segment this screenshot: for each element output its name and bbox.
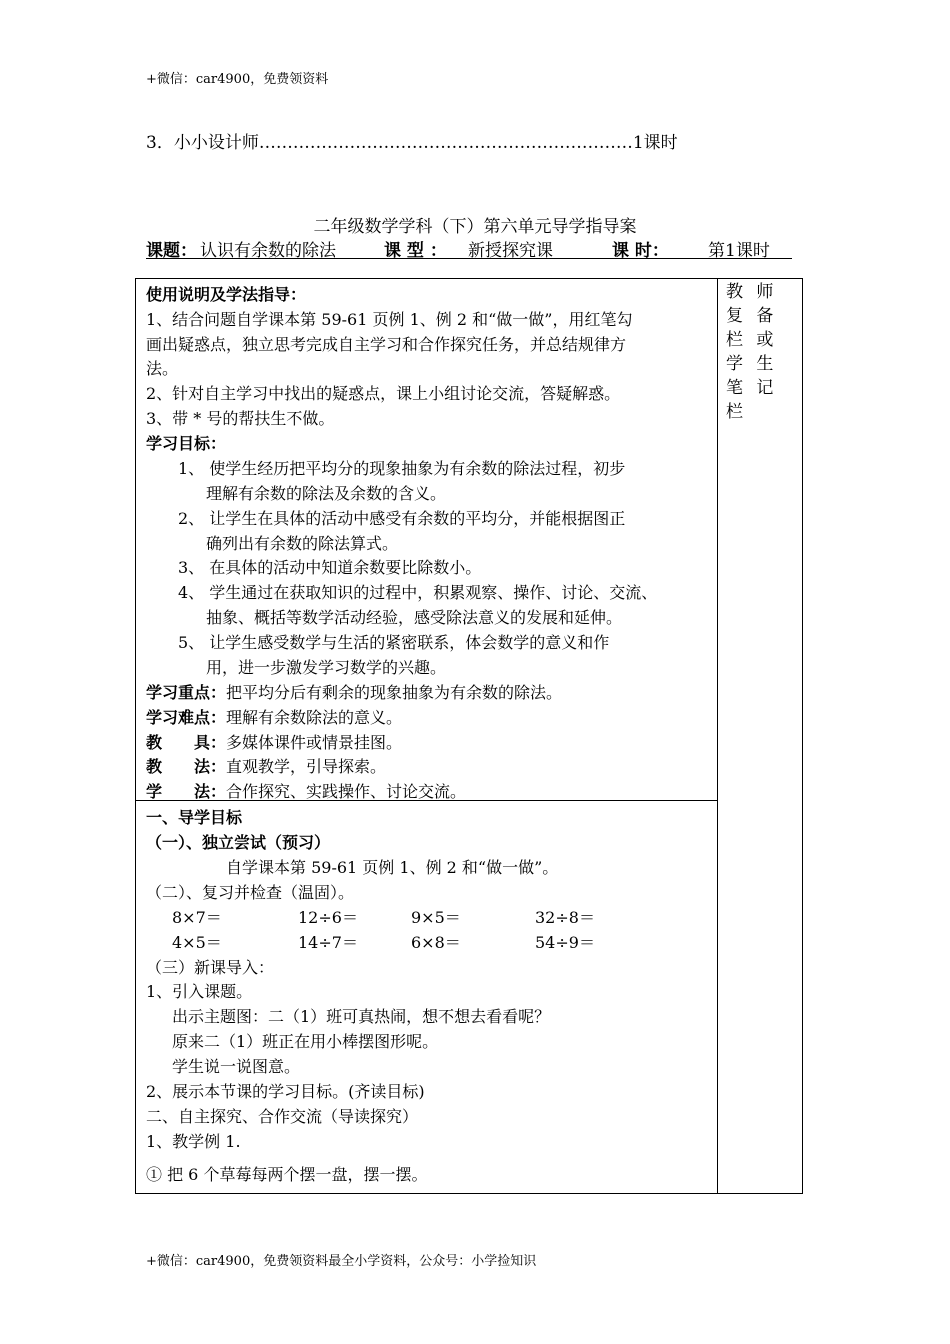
goal-line: 确列出有余数的除法算式。 <box>206 534 399 553</box>
body-line: ① 把 6 个草莓每两个摆一盘，摆一摆。 <box>146 1165 428 1184</box>
usage-line: 2、针对自主学习中找出的疑惑点，课上小组讨论交流，答疑解惑。 <box>146 384 621 403</box>
key-point-label: 教 法： <box>146 757 227 776</box>
period-label: 课 时： <box>612 241 669 261</box>
key-point-text: 直观教学，引导探索。 <box>226 757 387 776</box>
body-line: 学生说一说图意。 <box>172 1057 301 1076</box>
key-point-text: 多媒体课件或情景挂图。 <box>226 733 403 752</box>
key-point-text: 把平均分后有剩余的现象抽象为有余数的除法。 <box>226 683 563 702</box>
sub-heading: （三）新课导入： <box>146 958 275 977</box>
body-line: 二、自主探究、合作交流（导读探究） <box>146 1107 419 1126</box>
key-point-text: 合作探究、实践操作、讨论交流。 <box>226 782 467 801</box>
goal-line: 2、 让学生在具体的活动中感受有余数的平均分，并能根据图正 <box>178 509 626 528</box>
sub-heading: （二）、复习并检查（温固）。 <box>146 883 355 902</box>
section-heading: 一、导学目标 <box>146 808 243 827</box>
key-point-label: 教 具： <box>146 733 227 752</box>
calc-item: 8×7＝ <box>172 908 222 927</box>
usage-line: 画出疑惑点，独立思考完成自主学习和合作探究任务，并总结规律方 <box>146 335 627 354</box>
goal-line: 1、 使学生经历把平均分的现象抽象为有余数的除法过程，初步 <box>178 459 626 478</box>
type-label: 课 型 ： <box>384 241 447 261</box>
key-point <box>146 754 386 777</box>
calc-item: 12÷6＝ <box>298 908 358 927</box>
goals-heading: 学习目标： <box>146 434 227 453</box>
subject-line <box>146 236 792 259</box>
type-value: 新授探究课 <box>468 241 553 261</box>
body-line: 2、展示本节课的学习目标。(齐读目标) <box>146 1082 425 1101</box>
toc-line: 3．小小设计师…………………………………………………………1课时 <box>146 133 678 153</box>
goal-line: 3、 在具体的活动中知道余数要比除数小。 <box>178 558 482 577</box>
usage-heading: 使用说明及学法指导： <box>146 285 307 304</box>
topic-value: 认识有余数的除法 <box>200 241 336 261</box>
sub-heading: （一）、独立尝试（预习） <box>146 833 331 852</box>
usage-line: 3、带 * 号的帮扶生不做。 <box>146 409 335 428</box>
usage-line: 法。 <box>146 359 179 378</box>
calc-item: 6×8＝ <box>411 933 461 952</box>
calc-item: 32÷8＝ <box>535 908 595 927</box>
goal-line: 4、 学生通过在获取知识的过程中，积累观察、操作、讨论、交流、 <box>178 583 658 602</box>
key-point <box>146 705 402 728</box>
topic-label: 课题： <box>146 241 197 261</box>
page-footer: +微信：car4900，免费领资料最全小学资料，公众号：小学捡知识 <box>146 1254 537 1269</box>
body-line: 1、引入课题。 <box>146 982 253 1001</box>
usage-line: 1、结合问题自学课本第 59-61 页例 1、例 2 和“做一做”，用红笔勾 <box>146 310 633 329</box>
calc-item: 54÷9＝ <box>535 933 595 952</box>
key-point <box>146 680 562 703</box>
goal-line: 5、 让学生感受数学与生活的紧密联系，体会数学的意义和作 <box>178 633 610 652</box>
column-divider <box>717 278 718 1194</box>
page-header: +微信：car4900，免费领资料 <box>146 72 329 87</box>
key-point <box>146 730 402 753</box>
body-line: 原来二（1）班正在用小棒摆图形呢。 <box>172 1032 439 1051</box>
body-line: 出示主题图：二（1）班可真热闹，想不想去看看呢？ <box>172 1007 551 1026</box>
goal-line: 抽象、概括等数学活动经验，感受除法意义的发展和延伸。 <box>206 608 623 627</box>
calc-item: 14÷7＝ <box>298 933 358 952</box>
key-point-label: 学习难点： <box>146 708 227 727</box>
document-title: 二年级数学学科（下）第六单元导学指导案 <box>313 217 637 237</box>
period-value: 第1课时 <box>708 241 770 261</box>
key-point-text: 理解有余数除法的意义。 <box>226 708 403 727</box>
body-line: 1、教学例 1. <box>146 1132 241 1151</box>
calc-item: 9×5＝ <box>411 908 461 927</box>
preview-text: 自学课本第 59-61 页例 1、例 2 和“做一做”。 <box>226 858 559 877</box>
goal-line: 理解有余数的除法及余数的含义。 <box>206 484 447 503</box>
goal-line: 用，进一步激发学习数学的兴趣。 <box>206 658 447 677</box>
key-point <box>146 779 466 802</box>
key-point-label: 学 法： <box>146 782 227 801</box>
key-point-label: 学习重点： <box>146 683 227 702</box>
calc-item: 4×5＝ <box>172 933 222 952</box>
notes-column: 教 师 复 备 栏 或 学 生 笔 记 栏 <box>726 282 778 422</box>
